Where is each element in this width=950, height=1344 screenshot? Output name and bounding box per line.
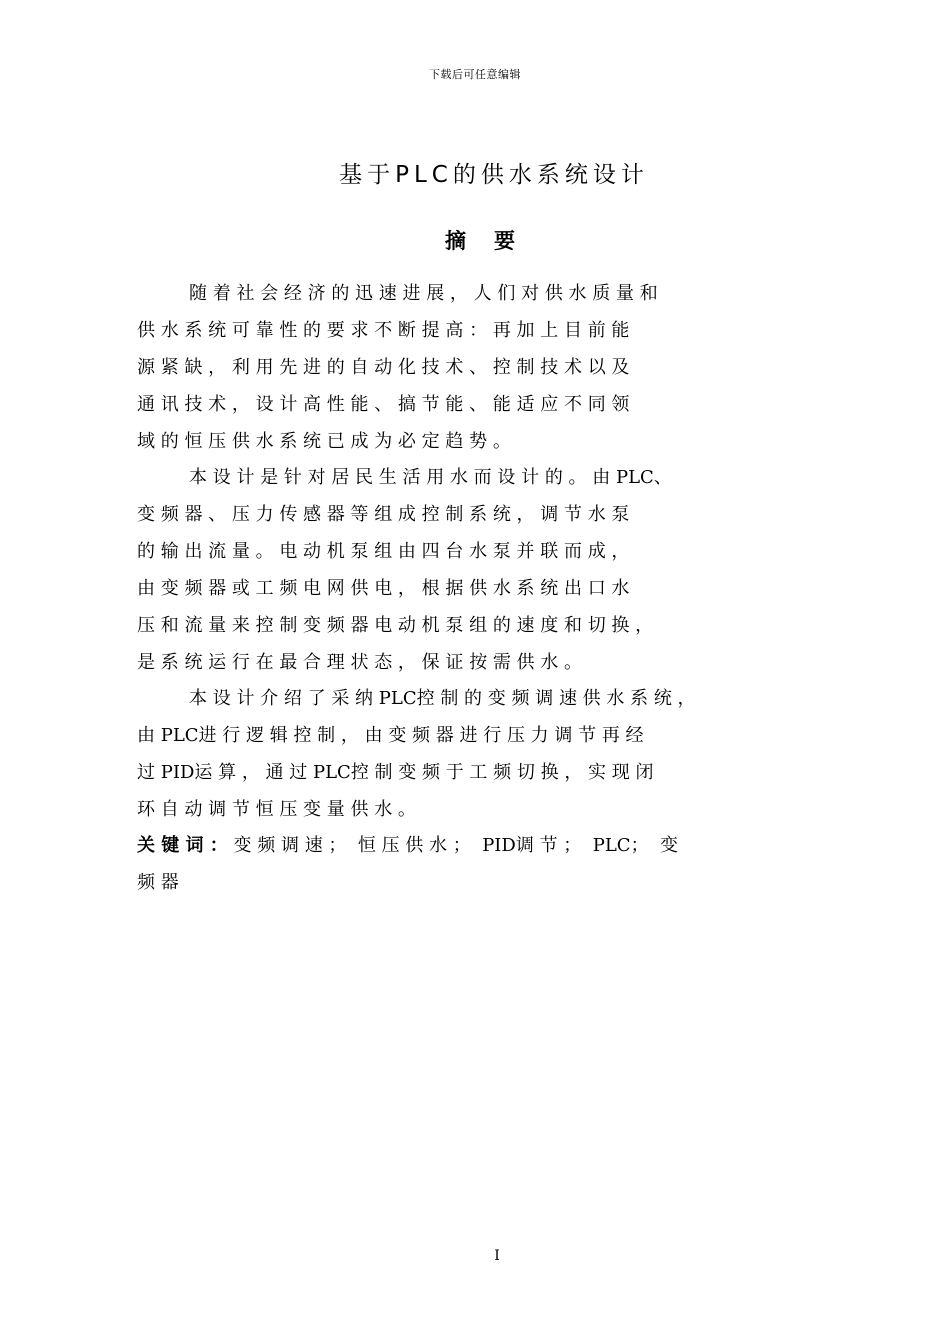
paragraph-line: 的 输 出 流 量 。 电 动 机 泵 组 由 四 台 水 泵 并 联 而 成 ，	[137, 541, 630, 562]
keywords-line	[137, 835, 678, 857]
keywords-list: 变 频 调 速 ； 恒 压 供 水 ； PID调 节 ； PLC； 变	[227, 835, 679, 856]
keywords-label: 关 键 词 ：	[137, 835, 228, 856]
paragraph-line: 随 着 社 会 经 济 的 迅 速 进 展 ， 人 们 对 供 水 质 量 和	[189, 283, 658, 304]
paragraph-line: 是 系 统 运 行 在 最 合 理 状 态 ， 保 证 按 需 供 水 。	[137, 652, 582, 673]
document-title: 基于PLC的供水系统设计	[339, 162, 649, 188]
paragraph-line: 本 设 计 介 绍 了 采 纳 PLC控 制 的 变 频 调 速 供 水 系 统 ，	[189, 688, 696, 709]
paragraph-line: 供 水 系 统 可 靠 性 的 要 求 不 断 提 高 ： 再 加 上 目 前 能	[137, 320, 630, 341]
header-note: 下载后可任意编辑	[429, 68, 521, 81]
paragraph-line: 由 变 频 器 或 工 频 电 网 供 电 ， 根 据 供 水 系 统 出 口 水	[137, 578, 630, 599]
paragraph-line: 环 自 动 调 节 恒 压 变 量 供 水 。	[137, 799, 416, 820]
paragraph-line: 过 PID运 算 ， 通 过 PLC控 制 变 频 于 工 频 切 换 ， 实 现 闭	[137, 762, 654, 783]
paragraph-line: 通 讯 技 术 ， 设 计 高 性 能 、 搞 节 能 、 能 适 应 不 同 领	[137, 394, 630, 415]
paragraph-line: 域 的 恒 压 供 水 系 统 已 成 为 必 定 趋 势 。	[137, 431, 511, 452]
paragraph-line: 源 紧 缺 ， 利 用 先 进 的 自 动 化 技 术 、 控 制 技 术 以 及	[137, 357, 630, 378]
paragraph-line: 由 PLC进 行 逻 辑 控 制 ， 由 变 频 器 进 行 压 力 调 节 再 经	[137, 725, 644, 746]
page-number: I	[494, 1248, 500, 1264]
abstract-heading: 摘要	[445, 229, 543, 253]
paragraph-line: 压 和 流 量 来 控 制 变 频 器 电 动 机 泵 组 的 速 度 和 切 换 ，	[137, 615, 654, 636]
keywords-line: 频 器	[137, 872, 179, 893]
paragraph-line: 本 设 计 是 针 对 居 民 生 活 用 水 而 设 计 的 。 由 PLC、	[189, 467, 672, 488]
paragraph-line: 变 频 器 、 压 力 传 感 器 等 组 成 控 制 系 统 ， 调 节 水 泵	[137, 504, 630, 525]
